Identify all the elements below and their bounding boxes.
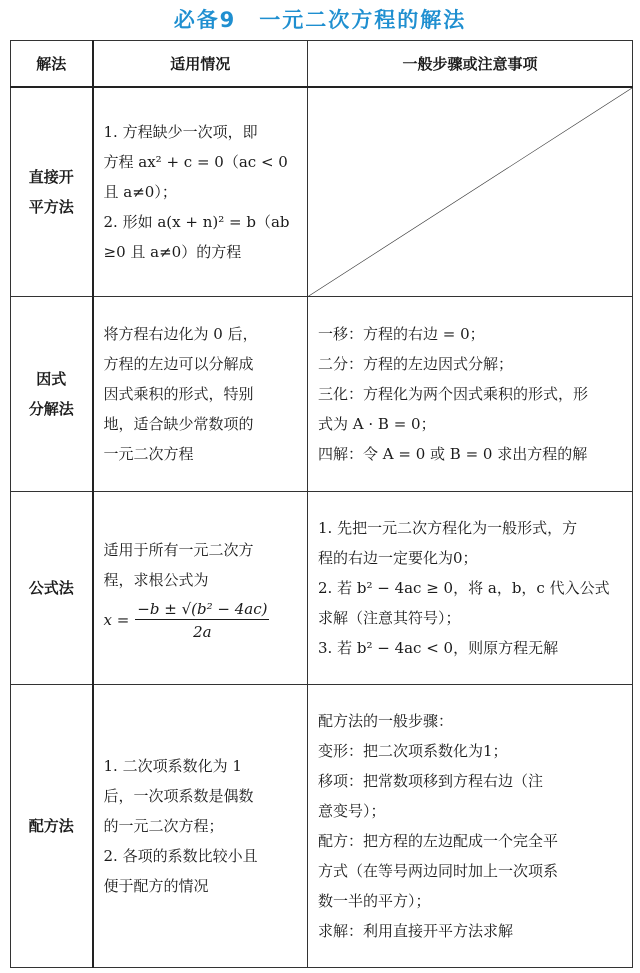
method-cell: [11, 492, 93, 685]
method-name: 公式法: [28, 579, 74, 597]
case-line: 的一元二次方程；: [103, 817, 224, 835]
steps-cell: [308, 492, 633, 685]
table-row: [11, 87, 633, 297]
case-line: 1. 二次项系数化为 1: [103, 757, 242, 775]
step-line: 变形：把二次项系数化为1；: [318, 742, 508, 760]
steps-cell: [308, 297, 633, 492]
method-name: 因式: [36, 370, 67, 388]
formula-lhs: x =: [103, 611, 130, 629]
empty-diagonal-cell: [308, 87, 633, 297]
table-row: [11, 297, 633, 492]
case-line: 方程 ax² + c = 0（ac < 0: [103, 152, 288, 171]
step-line: 求解：利用直接开平方法求解: [318, 922, 514, 940]
method-name: 直接开: [28, 167, 74, 186]
step-line: 方式（在等号两边同时加上一次项系: [318, 862, 559, 880]
case-line: 且 a≠0）；: [103, 182, 177, 201]
case-line: 程，求根公式为: [103, 570, 209, 589]
table-row: [11, 492, 633, 685]
cases-cell: [93, 685, 308, 968]
step-line: 程的右边一定要化为0；: [318, 549, 478, 567]
table-header-row: [11, 41, 633, 87]
method-cell: [11, 297, 93, 492]
step-line: 配方：把方程的左边配成一个完全平: [318, 832, 559, 850]
case-line: 将方程右边化为 0 后，: [103, 325, 258, 343]
case-line: 地，适合缺少常数项的: [103, 415, 254, 433]
method-name: 平方法: [28, 197, 74, 216]
step-line: 移项：把常数项移到方程右边（注: [318, 772, 544, 790]
quadratic-formula: [104, 599, 298, 642]
method-cell: [11, 87, 93, 297]
solution-methods-table: [10, 40, 633, 968]
case-line: 一元二次方程: [103, 445, 194, 463]
case-line: 2. 形如 a(x + n)² = b（ab: [103, 212, 290, 231]
cases-cell: [93, 297, 308, 492]
step-line: 2. 若 b² − 4ac ≥ 0，将 a，b，c 代入公式: [318, 579, 610, 597]
table-row: [11, 685, 633, 968]
step-line: 意变号）；: [318, 802, 386, 820]
case-line: 方程的左边可以分解成: [103, 355, 254, 373]
step-line: 三化：方程化为两个因式乘积的形式，形: [318, 385, 589, 403]
method-cell: [11, 685, 93, 968]
case-line: 后，一次项系数是偶数: [103, 787, 254, 805]
page-title: 必备9 一元二次方程的解法: [173, 8, 467, 32]
step-line: 求解（注意其符号）；: [318, 609, 461, 627]
case-line: 因式乘积的形式，特别: [103, 385, 254, 403]
step-line: 四解：令 A = 0 或 B = 0 求出方程的解: [318, 445, 588, 463]
step-line: 3. 若 b² − 4ac < 0，则原方程无解: [318, 639, 559, 657]
case-line: 1. 方程缺少一次项，即: [103, 122, 258, 141]
cases-cell: [93, 87, 308, 297]
steps-cell: [308, 685, 633, 968]
formula-denominator: 2a: [193, 622, 212, 641]
step-line: 数一半的平方）；: [318, 892, 431, 910]
case-line: 便于配方的情况: [103, 877, 209, 895]
step-line: 配方法的一般步骤：: [318, 712, 454, 730]
step-line: 二分：方程的左边因式分解；: [318, 355, 514, 373]
method-name: 分解法: [28, 400, 74, 418]
header-steps: 一般步骤或注意事项: [308, 41, 633, 87]
step-line: 式为 A · B = 0；: [318, 415, 436, 433]
case-line: ≥0 且 a≠0）的方程: [103, 242, 242, 261]
formula-numerator: −b ± √(b² − 4ac): [137, 599, 268, 618]
cases-cell: [93, 492, 308, 685]
header-cases: 适用情况: [93, 41, 308, 87]
step-line: 1. 先把一元二次方程化为一般形式，方: [318, 519, 578, 537]
step-line: 一移：方程的右边 = 0；: [318, 325, 485, 343]
formula-fraction: [135, 599, 269, 642]
header-method: 解法: [11, 41, 93, 87]
case-line: 适用于所有一元二次方: [103, 540, 254, 559]
method-name: 配方法: [28, 817, 74, 835]
case-line: 2. 各项的系数比较小且: [103, 847, 258, 865]
diagonal-line: [308, 88, 632, 297]
